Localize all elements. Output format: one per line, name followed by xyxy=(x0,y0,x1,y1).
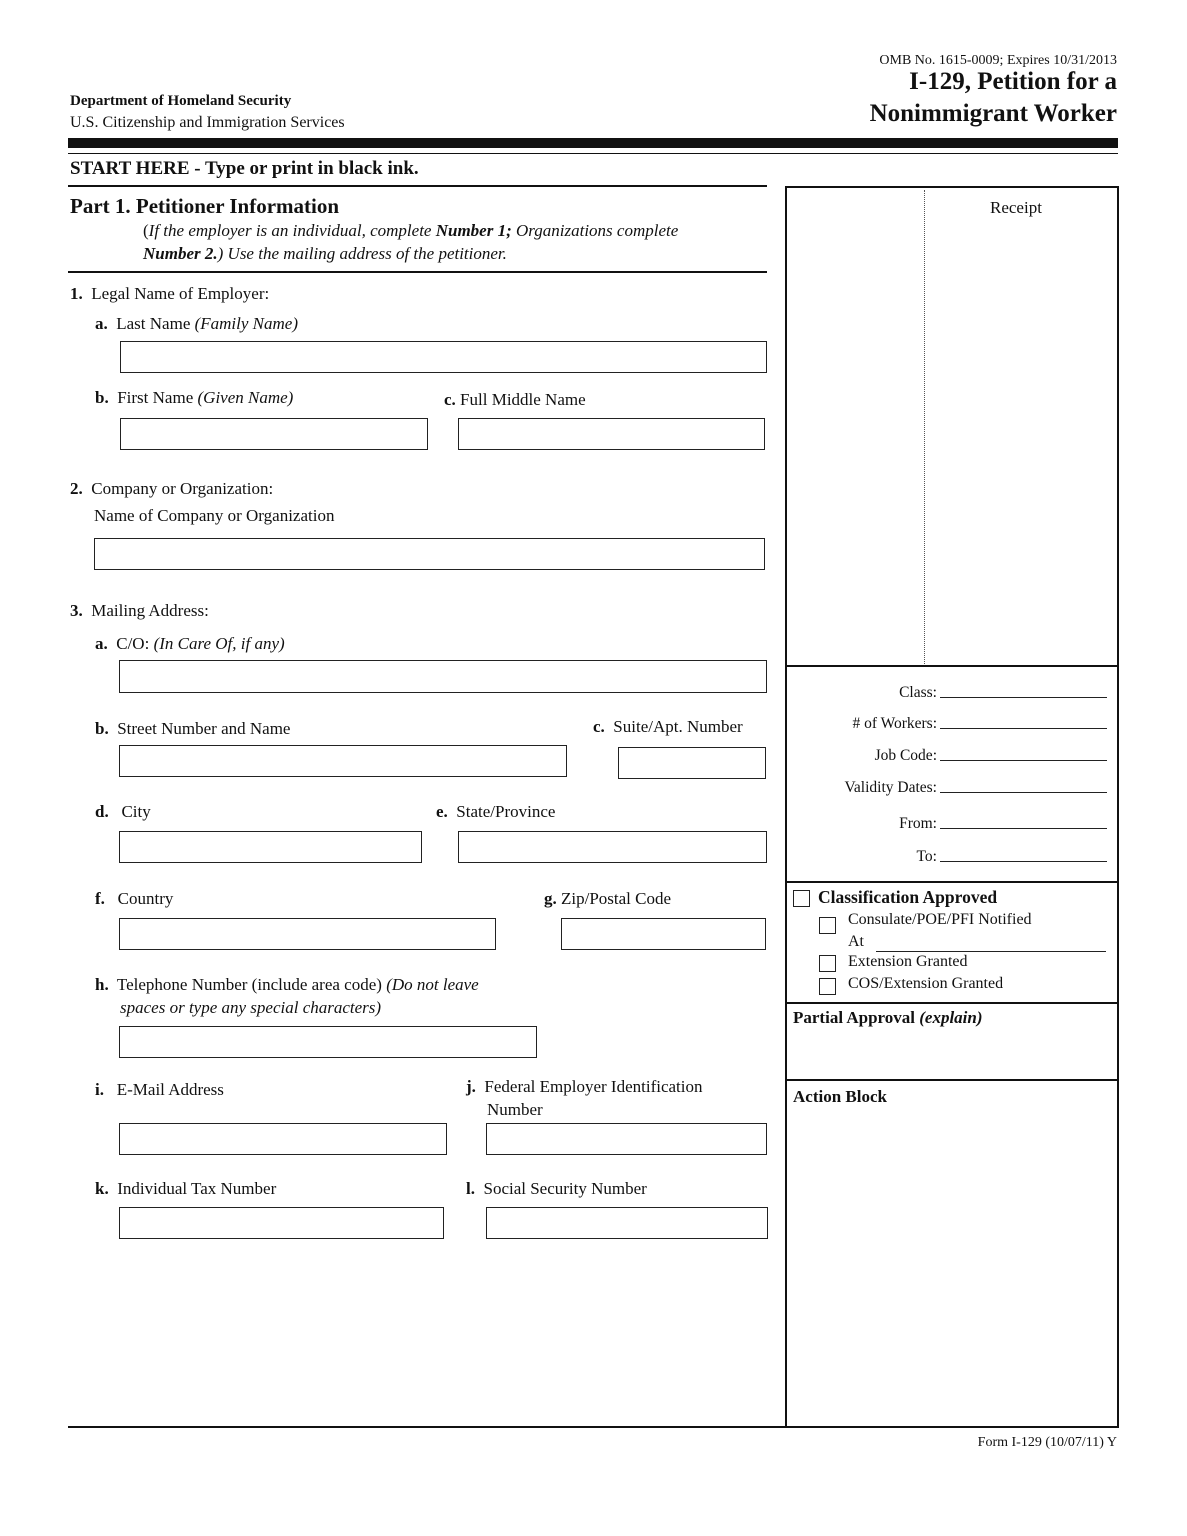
q1a-hint: (Family Name) xyxy=(194,314,298,333)
agency-name: Department of Homeland Security xyxy=(70,93,292,109)
q1b-hint: (Given Name) xyxy=(197,388,294,407)
office-use-panel xyxy=(785,186,1119,1428)
cos-extension-checkbox[interactable] xyxy=(819,978,836,995)
part1-instructions-line-1 xyxy=(143,221,678,241)
first-name-field[interactable] xyxy=(120,418,428,450)
action-block-label: Action Block xyxy=(793,1087,887,1106)
q3k-letter: k. xyxy=(95,1179,109,1198)
q3e-letter: e. xyxy=(436,802,448,821)
city-field[interactable] xyxy=(119,831,422,863)
workers-label: # of Workers: xyxy=(852,715,937,732)
class-line[interactable] xyxy=(940,697,1107,698)
part1-title: Part 1. Petitioner Information xyxy=(70,194,340,218)
q3g-label xyxy=(544,889,671,909)
workers-line[interactable] xyxy=(940,728,1107,729)
to-line[interactable] xyxy=(940,861,1107,862)
q1-text: Legal Name of Employer: xyxy=(91,284,270,303)
suite-field[interactable] xyxy=(618,747,766,779)
q3h-text: Telephone Number (include area code) xyxy=(116,975,387,994)
q3d-letter: d. xyxy=(95,802,109,821)
q1a-text: Last Name xyxy=(116,314,195,333)
from-line[interactable] xyxy=(940,828,1107,829)
telephone-field[interactable] xyxy=(119,1026,537,1058)
state-field[interactable] xyxy=(458,831,767,863)
instr-number-1: Number 1; xyxy=(435,221,512,240)
q3a-text: C/O: xyxy=(116,634,154,653)
q1b-label xyxy=(95,388,293,408)
job-code-label: Job Code: xyxy=(874,747,937,764)
q3k-label xyxy=(95,1179,276,1199)
q3h-hint-2: spaces or type any special characters) xyxy=(120,998,382,1017)
q3i-label xyxy=(95,1080,224,1100)
q1-number: 1. xyxy=(70,284,83,303)
q1b-text: First Name xyxy=(117,388,198,407)
q3b-text: Street Number and Name xyxy=(117,719,291,738)
q2-text: Company or Organization: xyxy=(91,479,274,498)
start-here-rule xyxy=(68,185,767,187)
q3e-text: State/Province xyxy=(456,802,556,821)
q3a-label xyxy=(95,634,285,654)
extension-label: Extension Granted xyxy=(848,953,968,970)
care-of-field[interactable] xyxy=(119,660,767,693)
consulate-checkbox[interactable] xyxy=(819,917,836,934)
form-title-line-1: I-129, Petition for a xyxy=(909,68,1117,95)
last-name-field[interactable] xyxy=(120,341,767,373)
sub-agency-name: U.S. Citizenship and Immigration Services xyxy=(70,114,345,131)
validity-line[interactable] xyxy=(940,792,1107,793)
q3c-letter: c. xyxy=(593,717,605,736)
header-thick-rule xyxy=(68,138,1118,148)
q3f-label xyxy=(95,889,173,909)
q3l-text: Social Security Number xyxy=(483,1179,647,1198)
q3l-letter: l. xyxy=(466,1179,475,1198)
q3g-letter: g. xyxy=(544,889,557,908)
cos-extension-label: COS/Extension Granted xyxy=(848,975,1004,992)
q3i-text: E-Mail Address xyxy=(116,1080,224,1099)
instr-number-2: Number 2. xyxy=(143,244,218,263)
q1b-letter: b. xyxy=(95,388,109,407)
receipt-divider xyxy=(785,665,1119,667)
q3d-label xyxy=(95,802,151,822)
tax-number-field[interactable] xyxy=(119,1207,444,1239)
q3h-letter: h. xyxy=(95,975,109,994)
q3-label xyxy=(70,601,209,621)
q3j-text-1: Federal Employer Identification xyxy=(484,1077,703,1096)
middle-name-field[interactable] xyxy=(458,418,765,450)
validity-label: Validity Dates: xyxy=(844,779,937,796)
q3a-hint: (In Care Of, if any) xyxy=(153,634,285,653)
q3l-label xyxy=(466,1179,647,1199)
job-code-line[interactable] xyxy=(940,760,1107,761)
email-field[interactable] xyxy=(119,1123,447,1155)
extension-checkbox[interactable] xyxy=(819,955,836,972)
q3j-label xyxy=(466,1077,703,1097)
instr-text-2: Organizations complete xyxy=(511,221,679,240)
q3f-text: Country xyxy=(117,889,174,908)
q3g-text: Zip/Postal Code xyxy=(556,889,672,908)
class-label: Class: xyxy=(899,684,937,701)
q3-text: Mailing Address: xyxy=(91,601,209,620)
q3k-text: Individual Tax Number xyxy=(117,1179,277,1198)
country-field[interactable] xyxy=(119,918,496,950)
q1c-letter: c. xyxy=(444,390,456,409)
q3j-letter: j. xyxy=(466,1077,476,1096)
at-label: At xyxy=(848,933,864,950)
q1-label xyxy=(70,284,269,304)
classification-divider xyxy=(785,1002,1119,1004)
receipt-dotted-divider xyxy=(924,190,925,664)
q2-number: 2. xyxy=(70,479,83,498)
q3a-letter: a. xyxy=(95,634,108,653)
q1a-label xyxy=(95,314,298,334)
q3b-label xyxy=(95,719,290,739)
q3c-text: Suite/Apt. Number xyxy=(613,717,743,736)
partial-approval-hint: (explain) xyxy=(919,1008,983,1027)
q3i-letter: i. xyxy=(95,1080,104,1099)
form-footer: Form I-129 (10/07/11) Y xyxy=(977,1435,1117,1450)
from-label: From: xyxy=(899,815,937,832)
class-section-divider xyxy=(785,881,1119,883)
instr-paren: ( xyxy=(143,221,149,240)
start-here-instruction: START HERE - Type or print in black ink. xyxy=(70,158,419,179)
q3f-letter: f. xyxy=(95,889,105,908)
receipt-label: Receipt xyxy=(990,198,1042,217)
classification-approved-checkbox[interactable] xyxy=(793,890,810,907)
q3b-letter: b. xyxy=(95,719,109,738)
header-thin-rule xyxy=(68,153,1118,154)
part1-rule xyxy=(68,271,767,273)
bottom-rule xyxy=(68,1426,787,1428)
company-name-field[interactable] xyxy=(94,538,765,570)
partial-approval-text: Partial Approval xyxy=(793,1008,920,1027)
q1c-label xyxy=(444,390,586,410)
classification-approved-label: Classification Approved xyxy=(818,887,998,907)
omb-number: OMB No. 1615-0009; Expires 10/31/2013 xyxy=(879,53,1117,68)
consulate-label: Consulate/POE/PFI Notified xyxy=(848,911,1032,928)
q3c-label xyxy=(593,717,743,737)
fein-field[interactable] xyxy=(486,1123,767,1155)
zip-field[interactable] xyxy=(561,918,766,950)
to-label: To: xyxy=(916,848,937,865)
q1c-text: Full Middle Name xyxy=(455,390,586,409)
form-title-line-2: Nonimmigrant Worker xyxy=(869,100,1117,127)
q3h-label xyxy=(95,975,479,995)
instr-text-1: If the employer is an individual, complete xyxy=(148,221,436,240)
q3j-text-2: Number xyxy=(487,1100,543,1119)
part1-instructions-line-2 xyxy=(143,244,507,264)
street-field[interactable] xyxy=(119,745,567,777)
q2-sub-label: Name of Company or Organization xyxy=(94,506,335,525)
ssn-field[interactable] xyxy=(486,1207,768,1239)
q3e-label xyxy=(436,802,555,822)
partial-approval-label xyxy=(793,1008,983,1028)
q3h-hint-1: (Do not leave xyxy=(386,975,479,994)
q3d-text: City xyxy=(121,802,151,821)
q2-label xyxy=(70,479,273,499)
partial-divider xyxy=(785,1079,1119,1081)
instr-text-3: ) Use the mailing address of the petitioner. xyxy=(217,244,507,263)
q1a-letter: a. xyxy=(95,314,108,333)
q3-number: 3. xyxy=(70,601,83,620)
